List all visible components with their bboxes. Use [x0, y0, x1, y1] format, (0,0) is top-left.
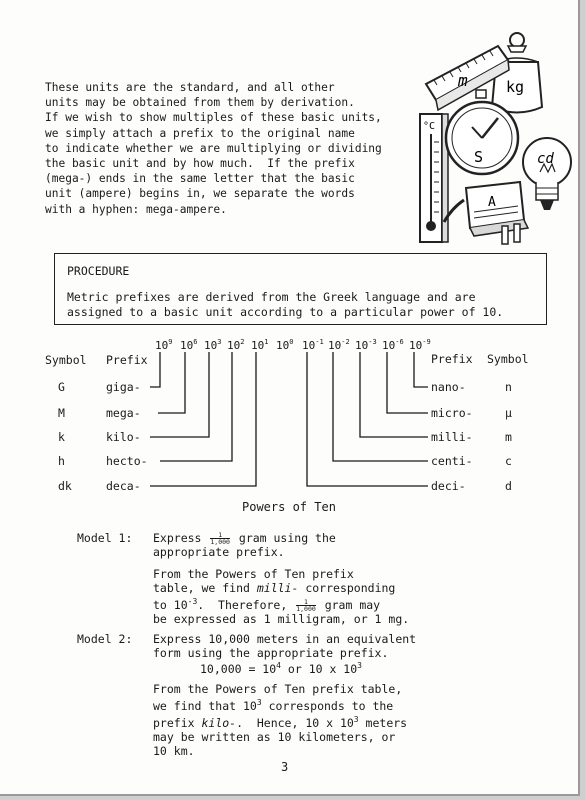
connector-line: [414, 352, 428, 387]
power-label: $10^9$: [155, 338, 173, 352]
connector-line: [160, 352, 232, 461]
intro-line: to indicate whether we are multiplying or dividing: [45, 141, 382, 155]
procedure-box: [54, 253, 547, 325]
fraction: [210, 532, 230, 545]
prefix-milli: milli-: [256, 581, 299, 595]
intro-paragraph: [45, 80, 405, 217]
model-1-answer-line: be expressed as 1 milligram, or 1 mg.: [153, 611, 410, 626]
light-bulb-icon: [523, 138, 571, 210]
prefix-kilo: kilo-: [201, 715, 237, 730]
intro-line: the basic unit and by how much. If the prefix: [45, 157, 355, 171]
prefix-name: micro-: [431, 406, 473, 420]
model-1-answer-text: corresponding: [298, 581, 396, 595]
model-1-label: Model 1:: [77, 531, 133, 545]
model-1-answer-text: . Therefore,: [197, 597, 295, 612]
procedure-line: assigned to a basic unit according to a particular power of 10.: [67, 305, 504, 319]
exponent: 3: [353, 714, 359, 724]
ampere-label: A: [488, 195, 496, 210]
connector-line: [158, 352, 185, 413]
prefix-symbol: n: [505, 380, 512, 394]
model-2-answer: [153, 682, 407, 758]
power-label: $10^6$: [180, 338, 198, 352]
equation-text: or 10 x 10: [281, 661, 358, 676]
model-2-text: Express 10,000 meters in an equivalent: [153, 632, 417, 646]
right-symbol-header: Symbol: [487, 352, 529, 366]
prefix-symbol: dk: [58, 479, 72, 493]
prefix-name: giga-: [106, 380, 141, 394]
prefix-name: deci-: [431, 479, 466, 493]
prefix-name: centi-: [431, 454, 473, 468]
connector-line: [360, 352, 428, 437]
prefix-name: deca-: [106, 479, 141, 493]
fraction: [296, 599, 316, 612]
intro-line: unit (ampere) begins in, we separate the words: [45, 187, 355, 201]
prefix-symbol: c: [505, 454, 512, 468]
connector-line: [307, 352, 428, 486]
model-1-text: gram using the: [231, 531, 336, 545]
power-label: $10^0$: [276, 338, 294, 352]
prefix-name: kilo-: [106, 430, 141, 444]
si-units-illustration: [412, 22, 577, 252]
prefix-name: hecto-: [106, 454, 148, 468]
page-number: 3: [281, 760, 289, 774]
intro-line: These units are the standard, and all other: [45, 81, 335, 94]
model-2-answer-text: we find that 10: [153, 698, 257, 713]
candela-label: cd: [537, 151, 554, 167]
power-label: $10^1$: [251, 338, 269, 352]
exponent: 4: [276, 661, 281, 670]
model-2-equation: [200, 661, 362, 676]
powers-of-ten-chart: [0, 330, 585, 520]
intro-line: (mega-) ends in the same letter that the basic: [45, 172, 355, 186]
model-2-answer-line: From the Powers of Ten prefix table,: [153, 682, 403, 696]
prefix-symbol: m: [505, 430, 512, 444]
fraction-denominator: 1,000: [210, 538, 230, 546]
kilogram-label: kg: [506, 78, 525, 96]
connector-line: [150, 352, 256, 486]
model-1-answer-text: to 10: [153, 597, 188, 612]
model-2-answer-text: corresponds to the: [261, 698, 394, 713]
meter-label: m: [458, 71, 468, 90]
electric-plug-icon: [444, 182, 528, 244]
model-1-answer-line: From the Powers of Ten prefix: [153, 567, 354, 581]
connector-line: [387, 352, 428, 413]
connector-lines: [150, 352, 428, 486]
model-2-answer-text: . Hence, 10 x 10: [236, 715, 354, 730]
model-2-label: Model 2:: [77, 632, 133, 646]
power-label: $10^{-3}$: [355, 338, 377, 352]
connector-line: [150, 352, 160, 387]
prefix-symbol: d: [505, 479, 512, 493]
procedure-text: [67, 290, 503, 320]
procedure-line: Metric prefixes are derived from the Greek language and are: [67, 290, 476, 304]
exponent: 3: [357, 661, 362, 670]
prefix-symbol: k: [58, 430, 65, 444]
power-label: $10^{-9}$: [409, 338, 431, 352]
model-1-answer-text: table, we find: [153, 581, 257, 595]
celsius-label: °C: [423, 121, 436, 132]
prefix-name: milli-: [431, 430, 473, 444]
prefix-symbol: μ: [505, 406, 512, 420]
power-label: $10^2$: [227, 338, 245, 352]
model-2-text: form using the appropriate prefix.: [153, 646, 389, 660]
left-symbol-header: Symbol: [45, 353, 87, 367]
model-2-answer-line: 10 km.: [153, 743, 195, 758]
model-1-text: appropriate prefix.: [153, 545, 285, 559]
power-label: $10^{-6}$: [382, 338, 404, 352]
intro-line: units may be obtained from them by derivation.: [45, 96, 355, 110]
chart-caption: Powers of Ten: [242, 500, 336, 514]
second-label: S: [474, 148, 484, 166]
power-label: $10^{-1}$: [302, 338, 324, 352]
procedure-heading: PROCEDURE: [67, 264, 130, 278]
left-prefix-header: Prefix: [106, 353, 148, 367]
fraction-numerator: 1: [296, 599, 316, 606]
prefix-symbol: G: [58, 380, 65, 394]
model-2-question: [153, 632, 416, 660]
model-2-answer-line: may be written as 10 kilometers, or: [153, 729, 396, 744]
prefix-name: mega-: [106, 406, 141, 420]
power-label: $10^3$: [204, 338, 222, 352]
thermometer-icon: [420, 114, 448, 242]
equation-text: 10,000 = 10: [200, 661, 277, 676]
prefix-symbol: M: [58, 406, 65, 420]
model-1-answer: [153, 567, 409, 626]
fraction-denominator: 1,000: [296, 604, 316, 613]
prefix-symbol: h: [58, 454, 65, 468]
model-1-text: Express: [153, 531, 209, 545]
intro-line: with a hyphen: mega-ampere.: [45, 202, 227, 216]
model-1-question: [153, 531, 336, 559]
model-1-answer-text: gram may: [317, 597, 381, 612]
power-label: $10^{-2}$: [328, 338, 350, 352]
intro-line: we simply attach a prefix to the original name: [45, 126, 355, 140]
model-2-answer-text: meters: [358, 715, 408, 730]
exponent: -3: [187, 597, 198, 606]
intro-line: If we wish to show multiples of these basic units,: [45, 111, 382, 125]
exponent: 3: [256, 698, 262, 707]
connector-line: [150, 352, 209, 437]
fraction-numerator: 1: [210, 532, 230, 539]
prefix-name: nano-: [431, 380, 466, 394]
model-2-answer-text: prefix: [153, 715, 202, 730]
right-prefix-header: Prefix: [431, 352, 473, 366]
